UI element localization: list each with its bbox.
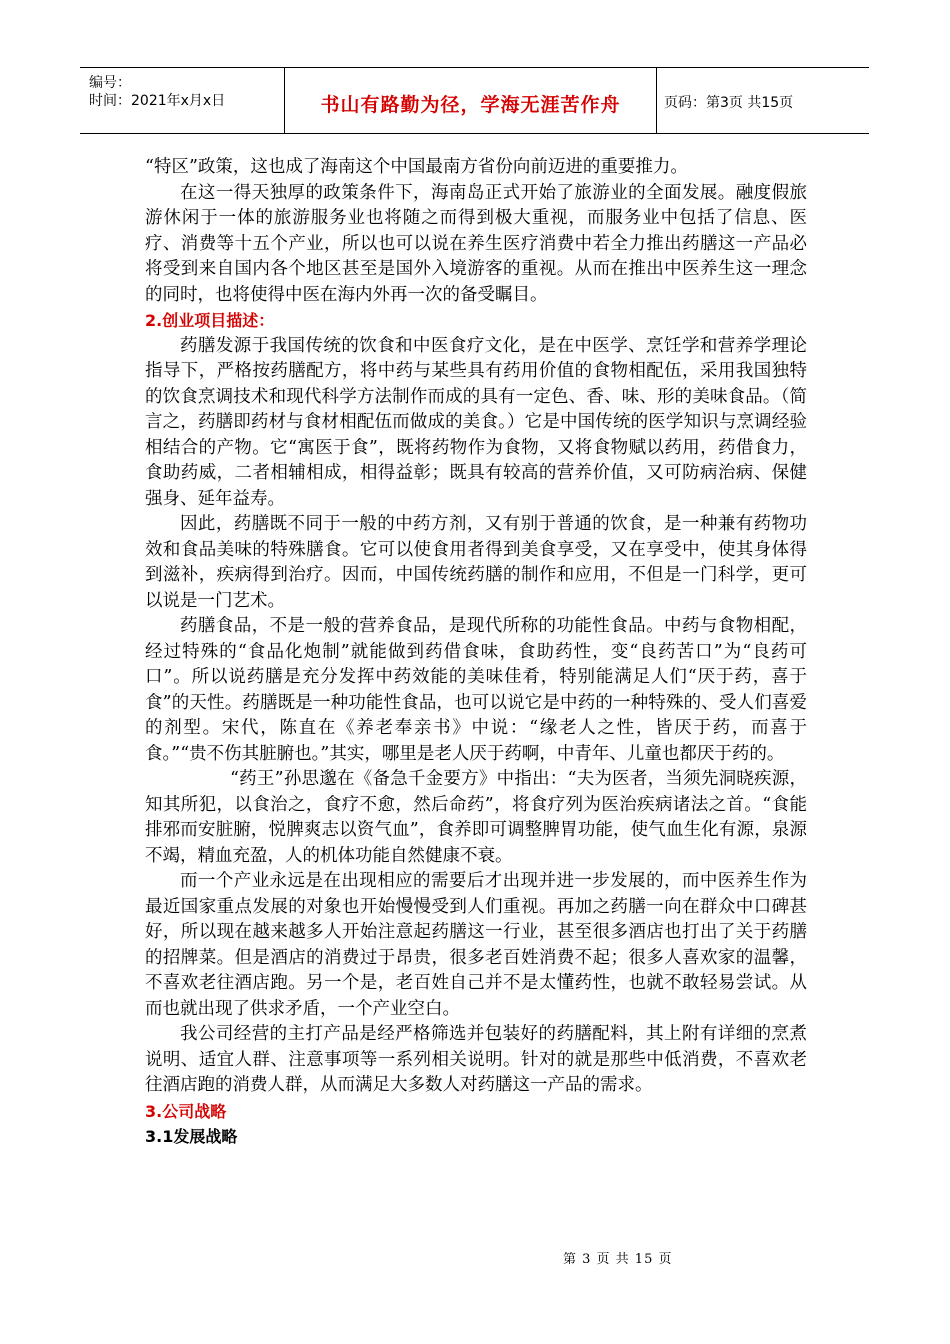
header-motto: 书山有路勤为径，学海无涯苦作舟 [320, 94, 621, 116]
header-number-label: 编号： [89, 75, 131, 91]
page-footer: 第 3 页 共 15 页 [563, 1252, 673, 1267]
header-motto-cell [285, 68, 657, 133]
paragraph-1: “特区”政策，这也成了海南这个中国最南方省份向前迈进的重要推力。 [145, 157, 688, 177]
paragraph-6: “药王”孙思邈在《备急千金要方》中指出：“夫为医者，当须先洞晓疾源，知其所犯，以食治之，食疗不愈，然后命药”，将食疗列为医治疾病诸法之首。“食能排邪而安脏腑，悦脾爽志以资气血”，食养即可调整脾胃功能，使气血生化有源，泉源不竭，精血充盈，人的机体功能自然健康不衰。 [145, 769, 807, 866]
paragraph-4: 因此，药膳既不同于一般的中药方剂，又有别于普通的饮食，是一种兼有药物功效和食品美味的特殊膳食。它可以使食用者得到美食享受，又在享受中，使其身体得到滋补，疾病得到治疗。因而，中国传统药膳的制作和应用，不但是一门科学，更可以说是一门艺术。 [145, 514, 807, 611]
header-page-info: 页码：第3页 共15页 [664, 95, 794, 111]
page-header [80, 67, 869, 134]
header-date-label: 时间：2021年x月x日 [89, 93, 226, 109]
paragraph-2: 在这一得天独厚的政策条件下，海南岛正式开始了旅游业的全面发展。融度假旅游休闲于一体的旅游服务业也将随之而得到极大重视，而服务业中包括了信息、医疗、消费等十五个产业，所以也可以说在养生医疗消费中若全力推出药膳这一产品必将受到来自国内各个地区甚至是国外入境游客的重视。从而在推出中医养生这一理念的同时，也将使得中医在海内外再一次的备受瞩目。 [145, 182, 807, 305]
document-body [145, 155, 807, 1150]
paragraph-8: 我公司经营的主打产品是经严格筛选并包装好的药膳配料，其上附有详细的烹煮说明、适宜人群、注意事项等一系列相关说明。针对的就是那些中低消费，不喜欢老往酒店跑的消费人群，从而满足大多数人对药膳这一产品的需求。 [145, 1024, 807, 1095]
section-heading-3: 3.公司战略 [145, 1101, 227, 1121]
subsection-heading-3-1: 3.1发展战略 [145, 1127, 238, 1146]
section-heading-2: 2.创业项目描述： [145, 311, 275, 330]
header-meta-cell [80, 68, 285, 133]
paragraph-7: 而一个产业永远是在出现相应的需要后才出现并进一步发展的，而中医养生作为最近国家重点发展的对象也开始慢慢受到人们重视。再加之药膳一向在群众中口碑甚好，所以现在越来越多人开始注意起药膳这一行业，甚至很多酒店也打出了关于药膳的招牌菜。但是酒店的消费过于昂贵，很多老百姓消费不起；很多人喜欢家的温馨，不喜欢老往酒店跑。另一个是，老百姓自己并不是太懂药性，也就不敢轻易尝试。从而也就出现了供求矛盾，一个产业空白。 [145, 871, 807, 1019]
paragraph-3: 药膳发源于我国传统的饮食和中医食疗文化，是在中医学、烹饪学和营养学理论指导下，严格按药膳配方，将中药与某些具有药用价值的食物相配伍，采用我国独特的饮食烹调技术和现代科学方法制作而成的具有一定色、香、味、形的美味食品。（简言之，药膳即药材与食材相配伍而做成的美食。）它是中国传统的医学知识与烹调经验相结合的产物。它“寓医于食”，既将药物作为食物，又将食物赋以药用，药借食力，食助药威，二者相辅相成，相得益彰；既具有较高的营养价值，又可防病治病、保健强身、延年益寿。 [145, 335, 807, 509]
paragraph-5: 药膳食品，不是一般的营养食品，是现代所称的功能性食品。中药与食物相配，经过特殊的“食品化炮制”就能做到药借食味，食助药性，变“良药苦口”为“良药可口”。所以说药膳是充分发挥中药效能的美味佳肴，特别能满足人们“厌于药，喜于食”的天性。药膳既是一种功能性食品，也可以说它是中药的一种特殊的、受人们喜爱的剂型。宋代，陈直在《养老奉亲书》中说：“缘老人之性，皆厌于药，而喜于食。”“贵不伤其脏腑也。”其实，哪里是老人厌于药啊，中青年、儿童也都厌于药的。 [145, 616, 807, 764]
